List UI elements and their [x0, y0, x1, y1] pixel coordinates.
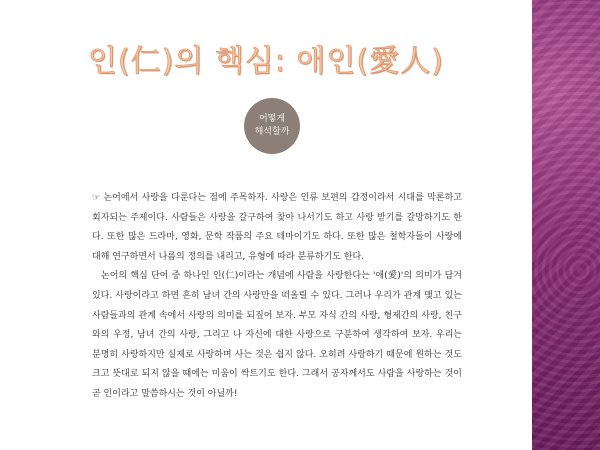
badge-line-2: 해석할까: [254, 127, 290, 137]
section-badge: [244, 98, 300, 154]
page-title: 인(仁)의 핵심: 애인(愛人): [88, 44, 444, 79]
badge-line-1: 어떻게: [258, 114, 286, 124]
paragraph-1: ☞ 논어에서 사랑을 다룬다는 점에 주목하자. 사랑은 인류 보편의 감정이라서 시대를 막론하고 회자되는 주제이다. 사람들은 사랑을 갈구하여 찾아 나서기도 하고 사랑 받기를 갈망하기도 한다. 또한 많은 드라마, 영화, 문학 작품의 주요 테마이기도 하다. 또한 많은 철학자들이 사랑에 대해 연구하면서 나름의 정의를 내리고, 유형에 따라 분류하기도 한다.: [92, 193, 462, 262]
body-text: [92, 189, 462, 405]
paragraph-2: 논어의 핵심 단어 중 하나인 인(仁)이라는 개념에 사람을 사랑한다는 '애(愛)'의 의미가 담겨있다. 사랑이라고 하면 흔히 남녀 간의 사랑만을 떠올릴 수 있다. 그러나 우리가 관계 맺고 있는 사람들과의 관계 속에서 사랑의 의미를 되짚어 보자. 부모 자식 간의 사랑, 형제간의 사랑, 친구와의 우정, 남녀 간의 사랑, 그리고 나 자신에 대한 사랑으로 구분하여 생각하여 보자. 우리는 분명히 사랑하지만 실제로 사랑하며 사는 것은 쉽지 않다. 오히려 사랑하기 때문에 원하는 것도 크고 뜻대로 되지 않을 때에는 미움이 싹트기도 한다. 그래서 공자께서도 사람을 사랑하는 것이 곧 인이라고 말씀하시는 것이 아닐까!: [92, 271, 462, 399]
decorative-sidebar: [532, 0, 600, 450]
